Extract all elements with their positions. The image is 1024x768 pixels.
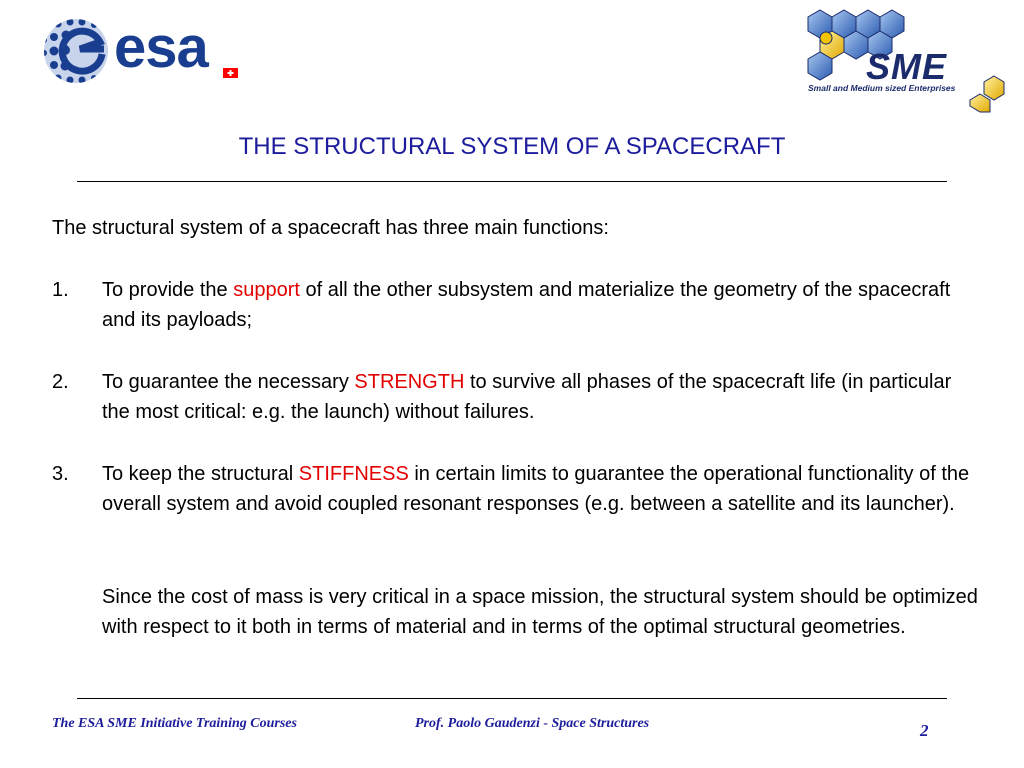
item-text: To provide the support of all the other subsystem and materialize the geometry of the spacecraft and its payloads; <box>102 279 951 331</box>
esa-globe-icon <box>40 18 120 88</box>
highlight-stiffness: STIFFNESS <box>298 463 409 485</box>
item-number: 1. <box>52 279 69 301</box>
item-number: 2. <box>52 371 69 393</box>
highlight-strength: STRENGTH <box>354 371 465 393</box>
esa-wordmark: esa <box>114 15 208 80</box>
esa-logo <box>40 15 560 88</box>
item-number: 3. <box>52 463 69 485</box>
sme-wordmark: SME <box>866 46 948 87</box>
item-text: To keep the structural STIFFNESS in certain limits to guarantee the operational functionality of the overall system and avoid coupled resonant responses (e.g. between a satellite and its launcher). <box>102 463 970 515</box>
top-divider <box>77 181 947 182</box>
sme-subtitle: Small and Medium sized Enterprises <box>808 83 956 93</box>
item-text: To guarantee the necessary STRENGTH to survive all phases of the spacecraft life (in particular the most critical: e.g. the launch) without failures. <box>102 371 952 423</box>
sme-logo <box>800 8 1015 113</box>
closing-paragraph: Since the cost of mass is very critical in a space mission, the structural system should be optimized with respect to it both in terms of material and in terms of the optimal structural geometries. <box>102 586 978 638</box>
footer-author: Prof. Paolo Gaudenzi - Space Structures <box>415 716 650 731</box>
slide-title: THE STRUCTURAL SYSTEM OF A SPACECRAFT <box>238 133 786 160</box>
page-number: 2 <box>920 721 929 740</box>
switzerland-flag-icon <box>223 68 238 78</box>
intro-text: The structural system of a spacecraft has three main functions: <box>52 217 609 239</box>
footer-course: The ESA SME Initiative Training Courses <box>52 716 297 731</box>
highlight-support: support <box>233 279 300 301</box>
bottom-divider <box>77 698 947 699</box>
